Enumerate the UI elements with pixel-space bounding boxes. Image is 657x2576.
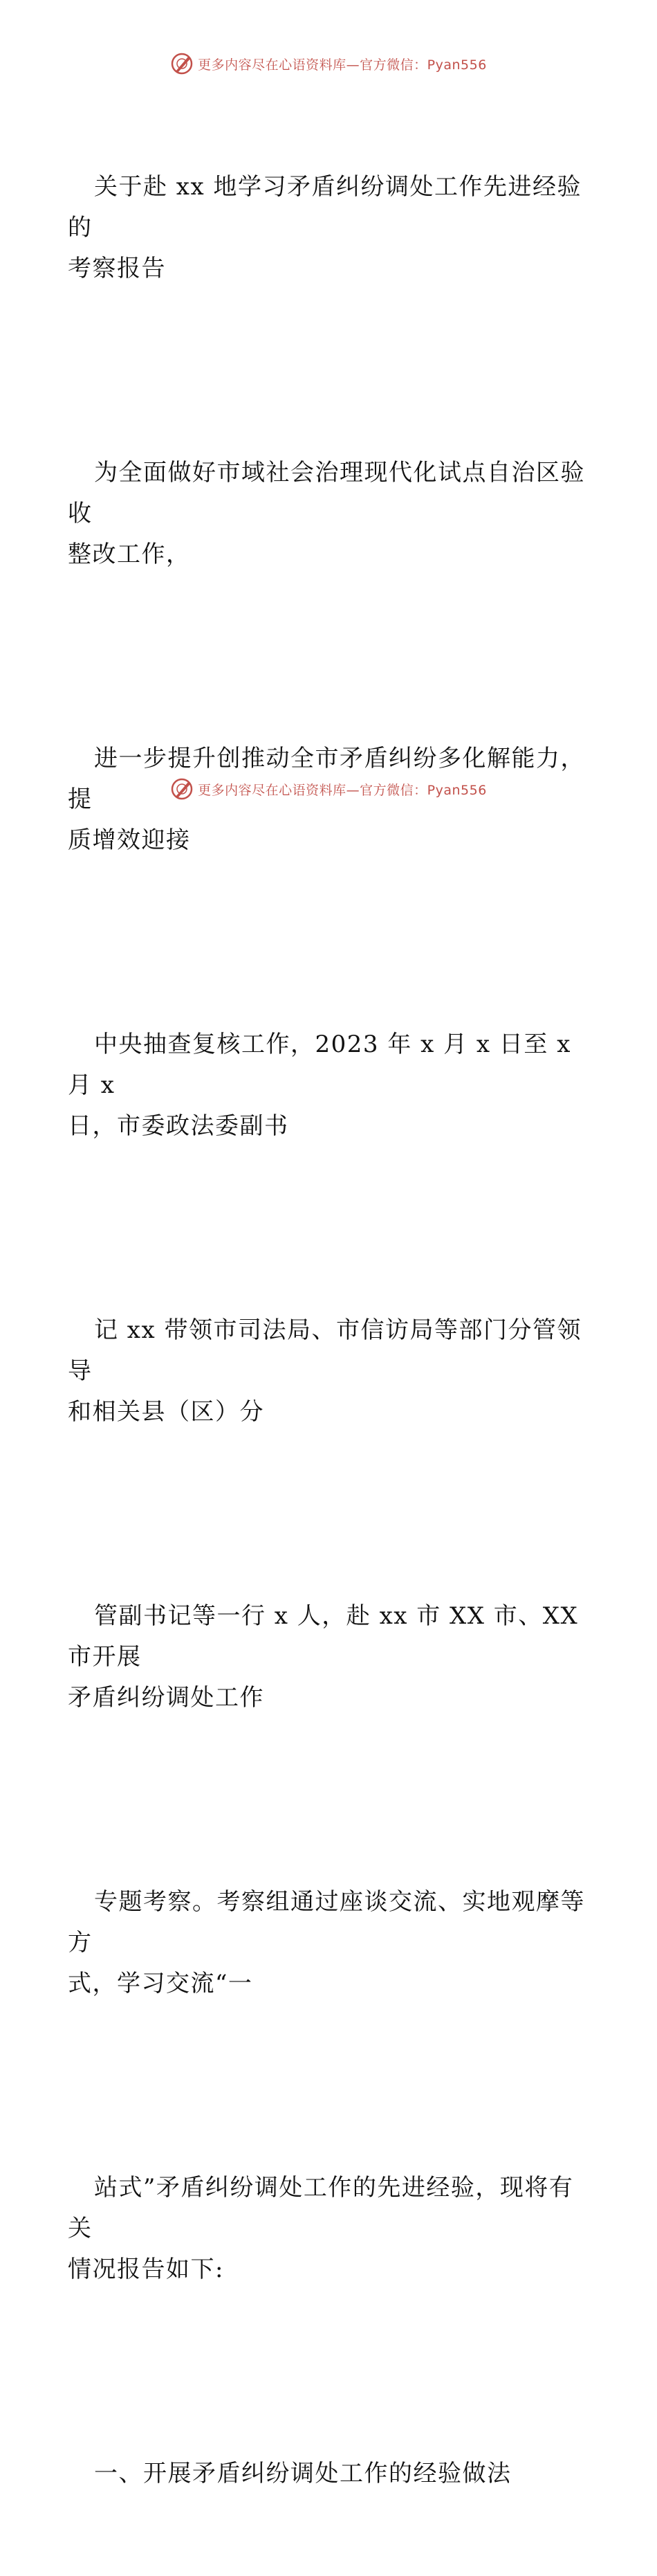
text-line: 记 xx 带领市司法局、市信访局等部门分管领导 bbox=[68, 1316, 582, 1385]
text-line: 管副书记等一行 x 人，赴 xx 市 XX 市、XX 市开展 bbox=[68, 1602, 587, 1671]
text-line: 矛盾纠纷调处工作 bbox=[68, 1684, 264, 1712]
footer-watermark bbox=[0, 775, 657, 803]
text-line: 站式”矛盾纠纷调处工作的先进经验，现将有关 bbox=[68, 2174, 574, 2242]
watermark-text: 更多内容尽在心语资料库—官方微信：Pyan556 bbox=[198, 782, 487, 798]
section-heading bbox=[68, 2372, 593, 2576]
paragraph bbox=[68, 943, 593, 1228]
text-line: 和相关县（区）分 bbox=[68, 1398, 264, 1426]
pen-logo-icon bbox=[170, 52, 194, 75]
text-line: 日，市委政法委副书 bbox=[68, 1112, 289, 1140]
pen-logo-icon bbox=[170, 777, 194, 801]
text-line: 专题考察。考察组通过座谈交流、实地观摩等方 bbox=[68, 1888, 585, 1957]
text-line: 进一步提升创推动全市矛盾纠纷多化解能力，提 bbox=[68, 745, 585, 813]
watermark-text: 更多内容尽在心语资料库—官方微信：Pyan556 bbox=[198, 57, 487, 73]
text-line: 质增效迎接 bbox=[68, 826, 191, 854]
header-watermark bbox=[0, 50, 657, 78]
paragraph bbox=[68, 1800, 593, 2086]
text-line: 式，学习交流“一 bbox=[68, 1970, 253, 1997]
paragraph-title bbox=[68, 85, 593, 371]
paragraph bbox=[68, 2086, 593, 2372]
paragraph bbox=[68, 371, 593, 657]
document-body bbox=[68, 85, 593, 2576]
text-line: 关于赴 xx 地学习矛盾纠纷调处工作先进经验的 bbox=[68, 173, 582, 242]
text-line: 为全面做好市域社会治理现代化试点自治区验收 bbox=[68, 459, 585, 527]
text-line: 考察报告 bbox=[68, 255, 166, 282]
text-line: 一、开展矛盾纠纷调处工作的经验做法 bbox=[94, 2460, 512, 2487]
text-line: 中央抽查复核工作，2023 年 x 月 x 日至 x 月 x bbox=[68, 1031, 580, 1099]
paragraph bbox=[68, 1228, 593, 1514]
text-line: 情况报告如下: bbox=[68, 2256, 224, 2283]
paragraph bbox=[68, 1514, 593, 1800]
text-line: 整改工作， bbox=[68, 541, 191, 568]
